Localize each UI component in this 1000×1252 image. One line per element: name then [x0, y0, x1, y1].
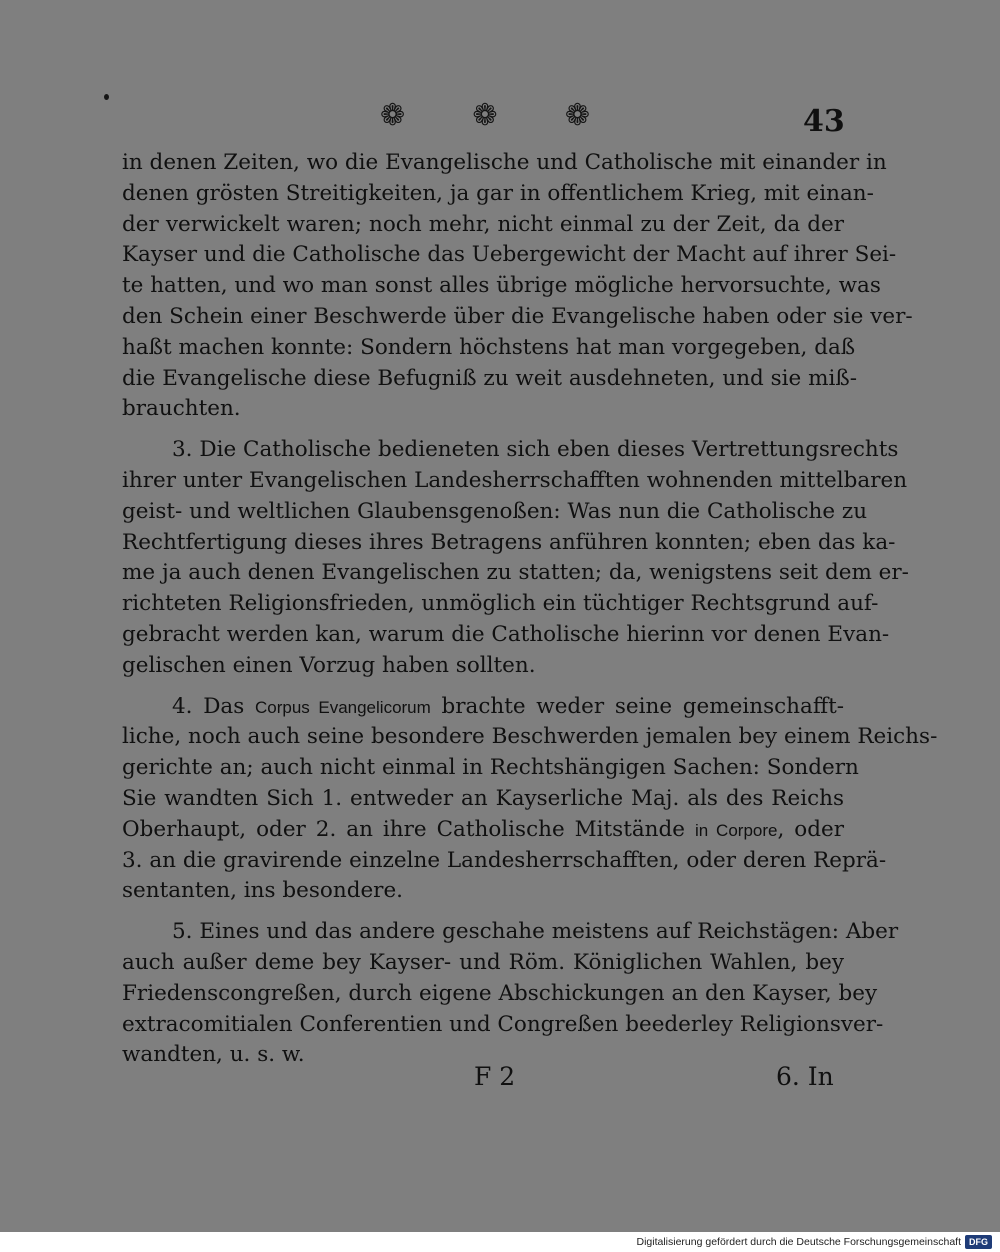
text-line: in denen Zeiten, wo die Evangelische und Catholische mit einander in: [122, 150, 887, 175]
text-line: ihrer unter Evangelischen Landesherrschafften wohnenden mittelbaren: [122, 467, 908, 493]
digitization-footer: [0, 1232, 1000, 1252]
text-line: 5. Eines und das andere geschahe meistens auf Reichstägen: Aber: [172, 919, 899, 945]
text-line: Oberhaupt, oder 2. an ihre Catholische Mitstände in Corpore, oder: [122, 816, 844, 842]
text-line: me ja auch denen Evangelischen zu statten; da, wenigstens seit dem er-: [122, 560, 909, 586]
text-line: extracomitialen Conferentien und Congreßen beederley Religionsver-: [122, 1011, 884, 1037]
text-line: die Evangelische diese Befugniß zu weit ausdehneten, und sie miß-: [122, 365, 857, 391]
text-line: haßt machen konnte: Sondern höchstens hat man vorgegeben, daß: [122, 334, 856, 360]
footer-credit: Digitalisierung gefördert durch die Deutsche Forschungsgemeinschaft: [636, 1236, 961, 1248]
text-line: te hatten, und wo man sonst alles übrige mögliche hervorsuchte, was: [122, 273, 881, 299]
text-line: Friedenscongreßen, durch eigene Abschickungen an den Kayser, bey: [122, 980, 878, 1006]
page-number: 43: [803, 104, 845, 139]
text-line: gerichte an; auch nicht einmal in Rechtshängigen Sachen: Sondern: [122, 755, 859, 781]
paragraph-3: [122, 435, 909, 681]
text-line: Rechtfertigung dieses ihres Betragens anführen konnten; eben das ka-: [122, 529, 896, 555]
text-line: auch außer deme bey Kayser- und Röm. Königlichen Wahlen, bey: [122, 949, 844, 975]
text-line: denen grösten Streitigkeiten, ja gar in offentlichem Krieg, mit einan-: [122, 180, 874, 206]
signature-mark: F 2: [474, 1062, 516, 1091]
text-line: den Schein einer Beschwerde über die Evangelische haben oder sie ver-: [122, 303, 913, 329]
paragraph-4: [122, 692, 938, 908]
text-line: gelischen einen Vorzug haben sollten.: [122, 652, 536, 678]
ornament-icon: ❁: [472, 98, 498, 133]
catchword: 6. In: [776, 1062, 834, 1091]
text-line: 3. an die gravirende einzelne Landesherrschafften, oder deren Reprä-: [122, 847, 887, 873]
paragraph-1: [122, 148, 913, 425]
page-body: [122, 148, 938, 1071]
text-line: der verwickelt waren; noch mehr, nicht einmal zu der Zeit, da der: [122, 211, 844, 237]
text-line: brauchten.: [122, 396, 241, 422]
text-line: wandten, u. s. w.: [122, 1042, 305, 1068]
text-line: 4. Das Corpus Evangelicorum brachte weder seine gemeinschafft-: [172, 693, 844, 719]
latin-term: in Corpore: [694, 820, 778, 840]
header-ornaments: [380, 96, 590, 136]
text-line: sentanten, ins besondere.: [122, 878, 404, 904]
ornament-icon: ❁: [564, 98, 590, 133]
text-line: liche, noch auch seine besondere Beschwerden jemalen bey einem Reichs-: [122, 724, 938, 750]
text-line: Sie wandten Sich 1. entweder an Kayserliche Maj. als des Reichs: [122, 785, 844, 811]
paragraph-5: [122, 917, 899, 1071]
dfg-logo: DFG: [965, 1235, 992, 1249]
text-line: Kayser und die Catholische das Uebergewicht der Macht auf ihrer Sei-: [122, 242, 897, 268]
ink-speck: [104, 94, 109, 100]
text-line: gebracht werden kan, warum die Catholische hierinn vor denen Evan-: [122, 621, 890, 647]
text-line: geist- und weltlichen Glaubensgenoßen: Was nun die Catholische zu: [122, 498, 868, 524]
latin-term: Corpus Evangelicorum: [254, 697, 431, 717]
text-line: richteten Religionsfrieden, unmöglich ein tüchtiger Rechtsgrund auf-: [122, 591, 879, 617]
ornament-icon: ❁: [380, 98, 406, 133]
text-line: 3. Die Catholische bedieneten sich eben dieses Vertrettungsrechts: [172, 437, 899, 463]
